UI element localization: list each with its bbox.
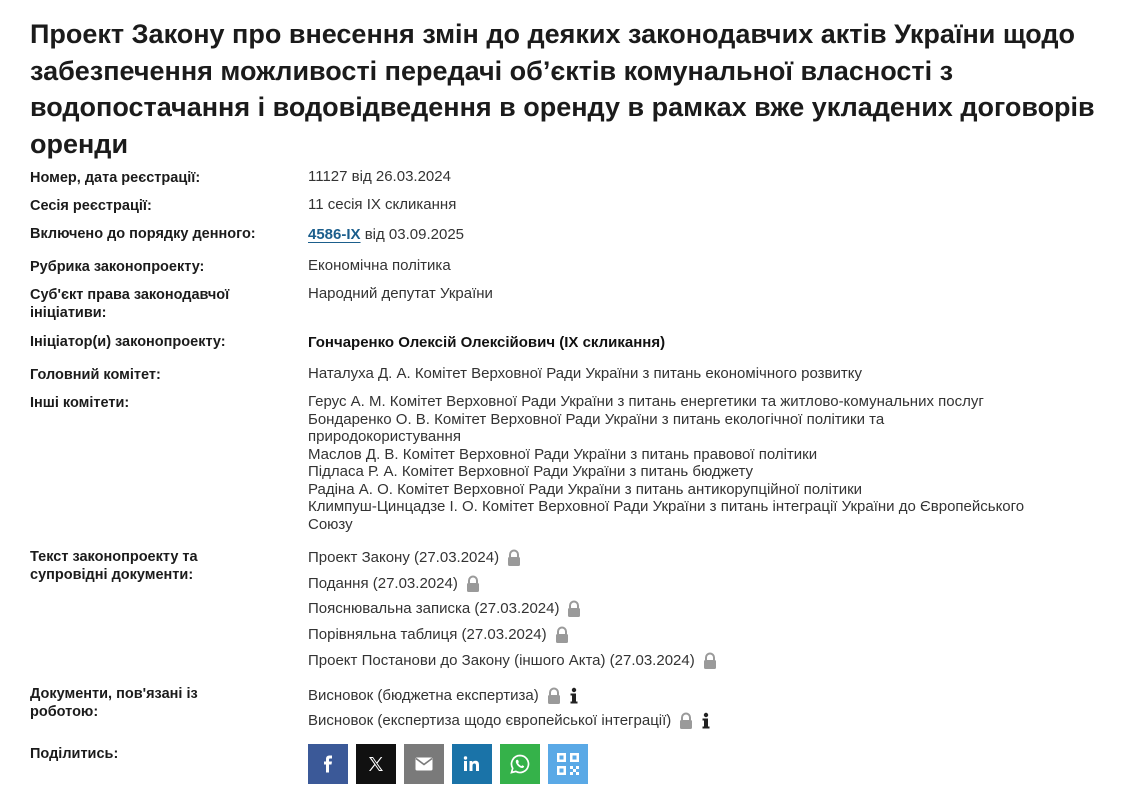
lock-icon <box>464 575 482 593</box>
committee-line: Герус А. М. Комітет Верховної Ради України з питань енергетики та житлово-комунальних послуг <box>308 393 984 410</box>
document-item <box>308 652 719 670</box>
share-whatsapp-button[interactable] <box>500 744 540 784</box>
rubric-label: Рубрика законопроекту: <box>30 259 205 275</box>
main-committee-label: Головний комітет: <box>30 367 161 383</box>
related-document-link[interactable]: Висновок (бюджетна експертиза) <box>308 687 539 704</box>
lock-icon <box>553 626 571 644</box>
agenda-value <box>308 226 1128 244</box>
share-email-button[interactable] <box>404 744 444 784</box>
initiator-label: Ініціатор(и) законопроекту: <box>30 334 226 350</box>
lock-icon <box>565 600 583 618</box>
committee-line: Підласа Р. А. Комітет Верховної Ради України з питань бюджету <box>308 463 754 480</box>
whatsapp-icon <box>510 754 530 774</box>
related-document-link[interactable]: Висновок (експертиза щодо європейської інтеграції) <box>308 712 672 729</box>
committee-line: Маслов Д. В. Комітет Верховної Ради України з питань правової політики <box>308 445 818 463</box>
related-document-item <box>308 712 711 730</box>
documents-label: Текст законопроекту та супровідні документи: <box>30 549 198 583</box>
document-link[interactable]: Пояснювальна записка (27.03.2024) <box>308 600 560 617</box>
lock-icon <box>545 687 563 705</box>
page-title: Проект Закону про внесення змін до деяких законодавчих актів України щодо забезпечення можливості передачі об’єктів комунальної власності з водопостачання і водовідведення в оренду в рамках вже укладених договорів оренди <box>30 19 1095 159</box>
document-link[interactable]: Проект Постанови до Закону (іншого Акта) (27.03.2024) <box>308 652 695 669</box>
other-committees-label: Інші комітети: <box>30 395 130 411</box>
committee-line: Союзу <box>308 515 353 533</box>
registration-label: Номер, дата реєстрації: <box>30 170 201 186</box>
info-icon[interactable] <box>701 712 711 730</box>
x-icon <box>368 756 384 772</box>
document-item <box>308 575 482 593</box>
committee-line: Бондаренко О. В. Комітет Верховної Ради України з питань екологічної політики та <box>308 410 885 428</box>
committee-line: Климпуш-Цинцадзе І. О. Комітет Верховної Ради України з питань інтеграції України до Європейського <box>308 498 1025 515</box>
main-committee-value: Наталуха Д. А. Комітет Верховної Ради України з питань економічного розвитку <box>308 365 862 382</box>
share-qr-button[interactable] <box>548 744 588 784</box>
document-item <box>308 549 523 567</box>
share-x-button[interactable] <box>356 744 396 784</box>
facebook-icon <box>321 755 335 773</box>
subject-label: Суб'єкт права законодавчої ініціативи: <box>30 287 230 321</box>
share-linkedin-button[interactable] <box>452 744 492 784</box>
document-link[interactable]: Подання (27.03.2024) <box>308 575 458 592</box>
related-documents-label: Документи, пов'язані із роботою: <box>30 686 198 720</box>
initiator-value: Гончаренко Олексій Олексійович (IX скликання) <box>308 334 666 351</box>
info-icon[interactable] <box>569 687 579 705</box>
session-value: 11 сесія IX скликання <box>308 196 457 213</box>
committee-line: природокористування <box>308 428 461 445</box>
rubric-value: Економічна політика <box>308 257 451 274</box>
document-link[interactable]: Проект Закону (27.03.2024) <box>308 549 500 566</box>
share-facebook-button[interactable] <box>308 744 348 784</box>
subject-value: Народний депутат України <box>308 285 493 302</box>
email-icon <box>415 757 433 771</box>
document-item <box>308 600 583 618</box>
document-item <box>308 626 571 644</box>
share-label: Поділитись: <box>30 746 119 762</box>
lock-icon <box>505 549 523 567</box>
committee-line: Радіна А. О. Комітет Верховної Ради України з питань антикорупційної політики <box>308 480 863 498</box>
related-document-item <box>308 687 579 705</box>
session-label: Сесія реєстрації: <box>30 198 152 214</box>
other-committees-list <box>308 393 1128 533</box>
agenda-link[interactable]: 4586-IX <box>308 226 361 243</box>
linkedin-icon <box>463 756 481 772</box>
agenda-label: Включено до порядку денного: <box>30 226 256 242</box>
agenda-date: від 03.09.2025 <box>360 226 465 243</box>
qr-code-icon <box>556 752 580 776</box>
lock-icon <box>677 712 695 730</box>
lock-icon <box>701 652 719 670</box>
registration-value: 11127 від 26.03.2024 <box>308 168 451 185</box>
document-link[interactable]: Порівняльна таблиця (27.03.2024) <box>308 626 547 643</box>
